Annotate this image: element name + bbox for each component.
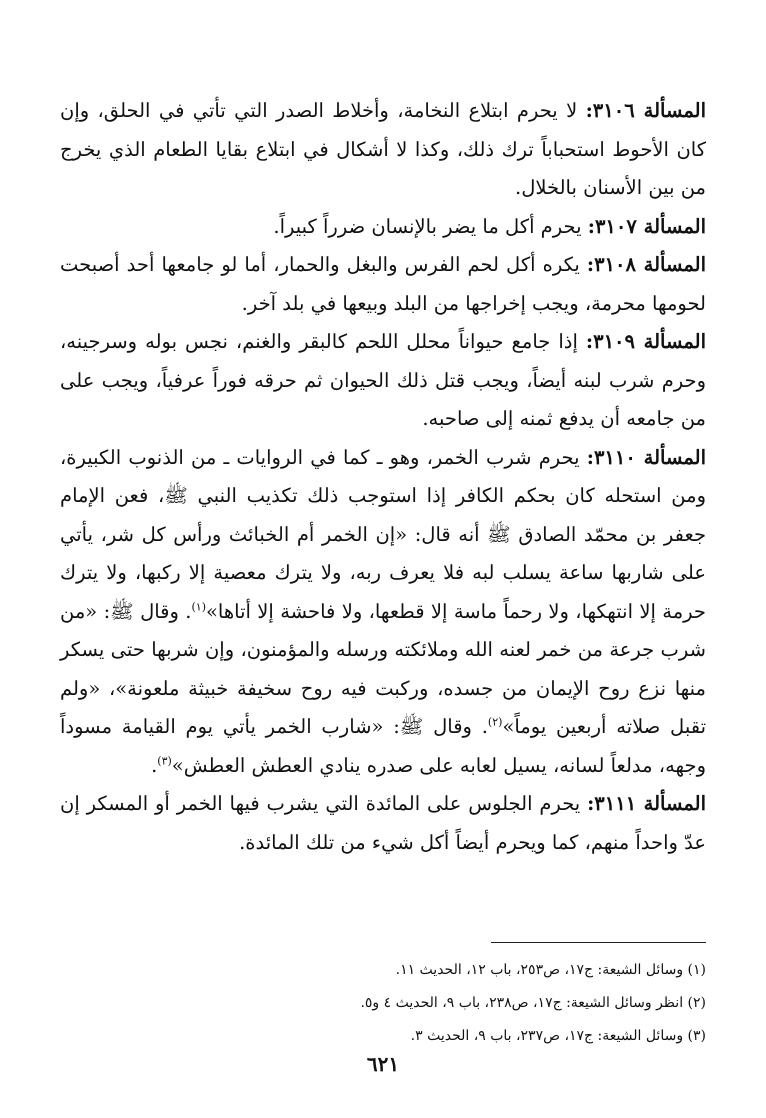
issue-label: المسألة ٣١٠٨: (586, 253, 707, 276)
footnote-2: (٢) انظر وسائل الشيعة: ج١٧، ص٢٣٨، باب ٩، الحديث ٤ و٥. (360, 995, 706, 1011)
issue-text: . وقال ﷺ: «شارب الخمر يأتي يوم القيامة مسوداً وجهه، مدلعاً لسانه، يسيل لعابه على صدره ينادي العطش العطش» (60, 715, 706, 777)
issue-label: المسألة ٣١١١: (587, 792, 707, 815)
issue-label: المسألة ٣١٠٧: (587, 214, 706, 238)
issue-3110 (60, 439, 706, 786)
footnote-ref[interactable]: (١) (191, 600, 206, 613)
issue-text: . وقال ﷺ: «من شرب جرعة من خمر لعنه الله وملائكته ورسله والمؤمنون، وإن شربها حتى يسكر منها نزع روح الإيمان من جسده، وركبت فيه روح سخيفة خبيثة ملعونة»، «ولم تقبل صلاته أربعين يوماً» (60, 599, 706, 738)
footnote-1: (١) وسائل الشيعة: ج١٧، ص٢٥٣، باب ١٢، الحديث ١١. (395, 962, 706, 978)
issue-3106 (60, 92, 706, 208)
issue-text: إذا جامع حيواناً محلل اللحم كالبقر والغنم، نجس بوله وسرجينه، وحرم شرب لبنه أيضاً، ويجب قتل ذلك الحيوان ثم حرقه فوراً عرفياً، ويجب على من جامعه أن يدفع ثمنه إلى صاحبه. (60, 330, 706, 430)
issue-text: يحرم أكل ما يضر بالإنسان ضرراً كبيراً. (273, 214, 588, 238)
footnotes (60, 954, 706, 1053)
page-number: ٦٢١ (366, 1052, 400, 1076)
issue-text: لا يحرم ابتلاع النخامة، وأخلاط الصدر التي تأتي في الحلق، وإن كان الأحوط استحباباً ترك ذلك، وكذا لا أشكال في ابتلاع بقايا الطعام الذي يخرج من بين الأسنان بالخلال. (60, 99, 706, 199)
issue-3107 (60, 208, 706, 247)
issue-3109 (60, 323, 706, 439)
issue-text: يحرم شرب الخمر، وهو ـ كما في الروايات ـ من الذنوب الكبيرة، ومن استحله كان بحكم الكافر إذا استوجب ذلك تكذيب النبي ﷺ، فعن الإمام جعفر بن محمّد الصادق ﷺ أنه قال: «إن الخمر أم الخبائث ورأس كل شر، يأتي على شاربها ساعة يسلب لبه فلا يعرف ربه، ولا يترك معصية إلا ركبها، ولا يترك حرمة إلا انتهكها، ولا رحماً ماسة إلا قطعها، ولا فاحشة إلا أتاها» (60, 445, 706, 623)
main-text (60, 92, 706, 862)
issue-text: يحرم الجلوس على المائدة التي يشرب فيها الخمر أو المسكر إن عدّ واحداً منهم، كما ويحرم أيضاً أكل شيء من تلك المائدة. (60, 792, 706, 854)
issue-label: المسألة ٣١١٠: (586, 445, 706, 469)
footnote-ref[interactable]: (٢) (487, 715, 503, 729)
issue-3108 (60, 246, 706, 323)
issue-text: يكره أكل لحم الفرس والبغل والحمار، أما لو جامعها أحد أصبحت لحومها محرمة، ويجب إخراجها من البلد وبيعها في بلد آخر. (60, 253, 706, 315)
issue-label: المسألة ٣١٠٩: (585, 330, 706, 353)
issue-3111 (60, 785, 706, 862)
issue-text: . (151, 753, 158, 777)
footnote-ref[interactable]: (٣) (157, 754, 172, 767)
footnote-3: (٣) وسائل الشيعة: ج١٧، ص٢٣٧، باب ٩، الحديث ٣. (410, 1028, 706, 1044)
footnote-divider (491, 942, 706, 943)
issue-label: المسألة ٣١٠٦: (585, 99, 706, 122)
